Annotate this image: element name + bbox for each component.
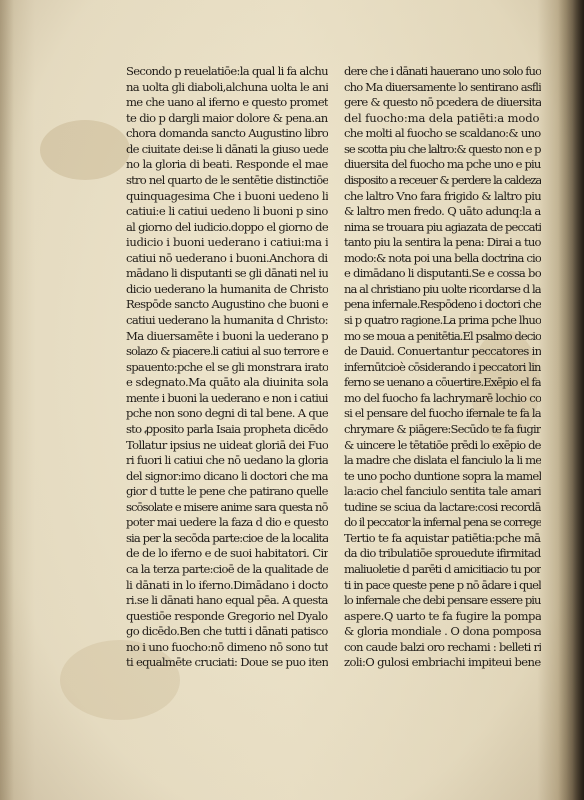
text-line: te dio p dargli maior dolore & pena.an	[126, 110, 328, 125]
text-line: diuersita del fuocho ma pche uno e piu	[344, 157, 541, 172]
text-line: gere & questo nō pcedera de diuersita	[344, 95, 541, 110]
text-line: iudicio i buoni uederano i catiui:ma i	[126, 235, 328, 250]
text-line: sto ꝓposito parla Isaia propheta dicēdo	[126, 421, 328, 436]
text-line: infernūtcioè cōsiderando i peccatori lin	[344, 359, 541, 374]
text-line: ca la terza parte:cioē de la qualitade de	[126, 562, 328, 576]
text-line: Ma diuersamēte i buoni la uederano p	[126, 328, 328, 343]
foxing-stain	[40, 120, 130, 180]
text-line: del signor:imo dicano li doctori che ma	[126, 468, 328, 483]
text-line: te uno pocho duntione sopra la mamel	[344, 468, 541, 483]
text-line: & laltro men fredo. Q uāto adunq:la a	[344, 204, 541, 219]
text-line: al giorno del iudicio.doppo el giorno de	[126, 219, 328, 234]
text-line: de de lo iferno e de suoi habitatori. Cir	[126, 546, 328, 561]
text-line: zoli:O gulosi embriachi impiteui bene	[344, 655, 541, 670]
text-line: me che uano al iferno e questo promet	[126, 95, 328, 110]
text-line: Tertio te fa aquistar patiētia:pche mā	[344, 530, 541, 545]
text-column-right	[344, 64, 541, 704]
text-line: nima se trouara piu agiazata de peccati	[344, 219, 541, 234]
text-line: che molti al fuocho se scaldano:& uno	[344, 126, 541, 141]
text-line: lo infernale che debi pensare essere piu	[344, 593, 541, 608]
text-line: na al christiano piu uolte ricordarse d la	[344, 281, 541, 296]
text-line: chrymare & piāgere:Secūdo te fa fugir	[344, 421, 541, 436]
text-line: la:acio chel fanciulo sentita tale amari	[344, 484, 541, 499]
text-line: & uincere le tētatiōe prēdi lo exēpio de	[344, 437, 541, 452]
text-line: dicio uederano la humanita de Christo	[126, 281, 328, 296]
text-line: disposito a receuer & perdere la caldeza	[344, 172, 541, 187]
text-column-left	[126, 64, 328, 704]
text-line: tudine se sciua da lactare:cosi recordā	[344, 499, 541, 514]
text-line: con caude balzi oro rechami : belleti ri	[344, 639, 541, 654]
text-line: da dio tribulatiōe sprouedute ifirmitad	[344, 546, 541, 561]
text-line: la madre che dislata el fanciulo la li me	[344, 453, 541, 468]
text-line: sia per la secōda parte:cioe de la localita	[126, 530, 328, 545]
text-line: quinquagesima Che i buoni uedeno li	[126, 188, 328, 203]
page-left-edge	[0, 0, 14, 800]
text-line: aspere.Q uarto te fa fugire la pompa	[344, 608, 541, 623]
text-line: spauento:pche el se gli monstrara irato	[126, 359, 328, 374]
text-line: no la gloria di beati. Responde el mae	[126, 157, 328, 172]
text-line: mente i buoni la uederano e non i catiui	[126, 390, 328, 405]
text-line: ti in pace queste pene p nō ādare i quel	[344, 577, 541, 592]
binding-gutter-shadow	[558, 0, 584, 800]
text-line: stro nel quarto de le sentētie distinctiōe	[126, 172, 328, 187]
text-line: dere che i dānati hauerano uno solo fuo	[344, 64, 541, 78]
text-line: e dimādano li disputanti.Se e cossa bo	[344, 266, 541, 281]
text-line: cho Ma diuersamente lo sentirano asfli	[344, 79, 541, 94]
text-line: na uolta gli diaboli,alchuna uolta le ani	[126, 79, 328, 94]
text-line: li dānati in lo iferno.Dimādano i docto	[126, 577, 328, 592]
text-line: si p quatro ragione.La prima pche lhuo	[344, 313, 541, 327]
text-line: maliuoletie d parēti d amicitiacio tu por	[344, 562, 541, 576]
text-line: & gloria mondiale . O dona pomposa	[344, 624, 541, 639]
text-line: ferno se uenano a cōuertire.Exēpio el fa	[344, 375, 541, 390]
text-line: catiui uederano la humanita d Christo:	[126, 313, 328, 327]
text-line: ti equalmēte cruciati: Doue se puo iten	[126, 655, 328, 670]
text-line: catiui:e li catiui uedeno li buoni p sino	[126, 204, 328, 219]
text-line: mo se moua a penitētia.El psalmo decio	[344, 328, 541, 343]
text-line: mādano li disputanti se gli dānati nel iu	[126, 266, 328, 281]
text-line: se scotta piu che laltro:& questo non e p	[344, 141, 541, 156]
text-line: de Dauid. Conuertantur peccatores in	[344, 344, 541, 359]
text-line: scōsolate e misere anime sara questa nō	[126, 499, 328, 514]
text-line: pche non sono degni di tal bene. A que	[126, 406, 328, 421]
text-line: poter mai uedere la faza d dio e questo	[126, 515, 328, 530]
text-line: modo:& nota poi una bella doctrina cio	[344, 250, 541, 265]
text-line: go dicēdo.Ben che tutti i dānati patisco	[126, 624, 328, 639]
text-line: no i uno fuocho:nō dimeno nō sono tut	[126, 639, 328, 654]
text-line: solazo & piacere.li catiui al suo terrore e	[126, 344, 328, 359]
text-line: do il peccator la infernal pena se correge	[344, 515, 541, 530]
text-line: ri fuori li catiui che nō uedano la gloria	[126, 453, 328, 468]
text-line: e sdegnato.Ma quāto ala diuinita sola	[126, 375, 328, 390]
text-line: questiōe responde Gregorio nel Dyalo	[126, 608, 328, 623]
text-line: si el pensare del fuocho ifernale te fa la	[344, 406, 541, 421]
text-line: catiui nō uederano i buoni.Anchora di	[126, 250, 328, 265]
text-line: Respōde sancto Augustino che buoni e	[126, 297, 328, 312]
text-line: gior d tutte le pene che patirano quelle	[126, 484, 328, 499]
text-line: che laltro Vno fara frigido & laltro piu	[344, 188, 541, 203]
text-line: de ciuitate dei:se li dānati la giuso uede	[126, 141, 328, 156]
text-line: del fuocho:ma dela patiēti:a modo	[344, 110, 540, 125]
text-line: Tollatur ipsius ne uideat gloriā dei Fuo	[126, 437, 328, 452]
text-line: chora domanda sancto Augustino libro	[126, 126, 328, 141]
text-line: ri.se li dānati hano equal pēa. A questa	[126, 593, 328, 608]
text-line: tanto piu la sentira la pena: Dirai a tuo	[344, 235, 541, 250]
text-line: Secondo p reuelatiōe:la qual li fa alchu	[126, 64, 328, 78]
text-line: pena infernale.Respōdeno i doctori che	[344, 297, 541, 312]
text-line: mo del fuocho fa lachrymarē lochio co	[344, 390, 541, 405]
